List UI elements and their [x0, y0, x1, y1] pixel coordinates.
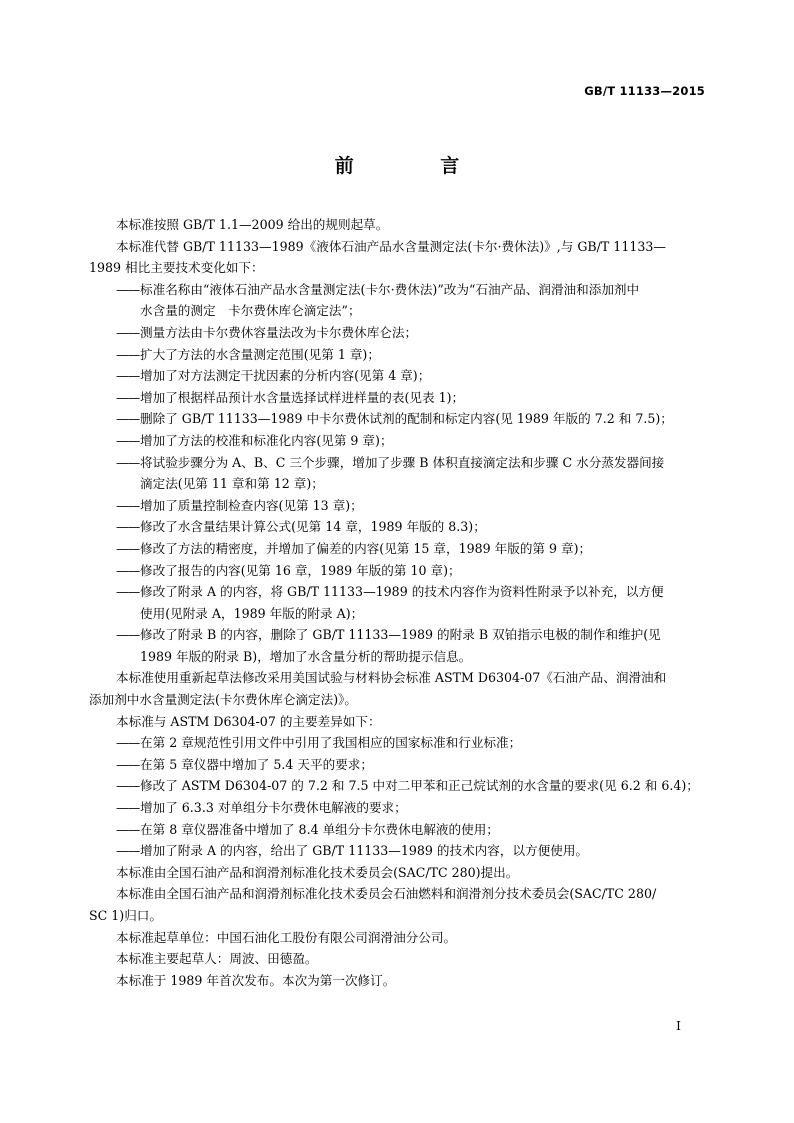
list-item-text: 修改了附录 A 的内容，将 GB/T 11133—1989 的技术内容作为资料性附录予以补充，以方便 [140, 584, 664, 600]
list-item [89, 754, 705, 776]
document-body [89, 214, 705, 991]
list-dash: —— [116, 324, 140, 340]
list-dash: —— [116, 843, 140, 859]
list-item [89, 732, 705, 754]
list-item [89, 797, 705, 819]
list-item [89, 840, 705, 862]
list-item [89, 408, 705, 430]
list-item [89, 538, 705, 560]
page-number: I [676, 1018, 681, 1033]
list-item-text: 修改了水含量结果计算公式(见第 14 章，1989 年版的 8.3)； [140, 519, 486, 535]
list-item-text: 使用(见附录 A，1989 年版的附录 A)； [140, 605, 364, 621]
paragraph-replaces-line-2: 1989 相比主要技术变化如下： [89, 260, 264, 276]
list-item [89, 495, 705, 517]
list-item-text: 修改了 ASTM D6304-07 的 7.2 和 7.5 中对二甲苯和正己烷试剂的水含量的要求(见 6.2 和 6.4)； [140, 778, 699, 794]
list-item-text: 1989 年版的附录 B)，增加了水含量分析的帮助提示信息。 [140, 648, 472, 664]
list-item-text: 增加了对方法测定干扰因素的分析内容(见第 4 章)； [140, 368, 431, 384]
page-title: 前 言 [334, 155, 500, 177]
list-item-text: 测量方法由卡尔费休容量法改为卡尔费休库仑法； [140, 324, 418, 340]
list-item-text: 修改了附录 B 的内容，删除了 GB/T 11133—1989 的附录 B 双铂指示电极的制作和维护(见 [140, 627, 661, 643]
list-item [89, 560, 705, 582]
paragraph-adoption-line-1: 本标准使用重新起草法修改采用美国试验与材料协会标准 ASTM D6304-07《石油产品、润滑油和 [116, 670, 667, 686]
list-dash: —— [116, 454, 140, 470]
paragraph-history: 本标准于 1989 年首次发布。本次为第一次修订。 [116, 972, 396, 988]
list-item [89, 344, 705, 366]
list-item-text: 在第 2 章规范性引用文件中引用了我国相应的国家标准和行业标准； [140, 735, 522, 751]
list-dash: —— [116, 432, 140, 448]
list-dash: —— [116, 800, 140, 816]
list-item-text: 删除了 GB/T 11133—1989 中卡尔费休试剂的配制和标定内容(见 1989 年版的 7.2 和 7.5)； [140, 411, 673, 427]
list-item [89, 387, 705, 409]
list-item [89, 279, 705, 322]
list-item [89, 430, 705, 452]
list-item [89, 452, 705, 495]
list-dash: —— [116, 735, 140, 751]
list-item [89, 775, 705, 797]
list-dash: —— [116, 821, 140, 837]
list-dash: —— [116, 368, 140, 384]
list-item [89, 322, 705, 344]
list-dash: —— [116, 627, 140, 643]
paragraph-replaces-line-1: 本标准代替 GB/T 11133—1989《液体石油产品水含量测定法(卡尔·费休法)》,与 GB/T 11133— [116, 238, 666, 254]
list-dash: —— [116, 389, 140, 405]
paragraph-drafting-unit: 本标准起草单位：中国石油化工股份有限公司润滑油分公司。 [116, 929, 457, 945]
list-item [89, 581, 705, 624]
list-item-text: 增加了根据样品预计水含量选择试样进样量的表(见表 1)； [140, 389, 465, 405]
list-item-text: 水含量的测定 卡尔费休库仑滴定法”； [140, 303, 361, 319]
list-item-text: 增加了方法的校准和标准化内容(见第 9 章)； [140, 432, 393, 448]
list-dash: —— [116, 756, 140, 772]
standard-code-header: GB/T 11133—2015 [584, 84, 705, 98]
paragraph-differences-intro: 本标准与 ASTM D6304-07 的主要差异如下： [116, 713, 381, 729]
list-item-text: 将试验步骤分为 A、B、C 三个步骤，增加了步骤 B 体积直接滴定法和步骤 C 水分蒸发器间接 [140, 454, 665, 470]
differences-list [89, 732, 705, 862]
list-dash: —— [116, 281, 140, 297]
list-item-text: 标准名称由“液体石油产品水含量测定法(卡尔·费休法)”改为“石油产品、润滑油和添加剂中 [140, 281, 640, 297]
list-item-text: 修改了方法的精密度，并增加了偏差的内容(见第 15 章，1989 年版的第 9 章)； [140, 540, 592, 556]
list-dash: —— [116, 519, 140, 535]
list-item-text: 增加了附录 A 的内容，给出了 GB/T 11133—1989 的技术内容，以方便使用。 [140, 843, 589, 859]
list-dash: —— [116, 778, 140, 794]
list-item-text: 增加了质量控制检查内容(见第 13 章)； [140, 497, 363, 513]
paragraph-drafters: 本标准主要起草人：周波、田德盈。 [116, 951, 318, 967]
list-item-text: 扩大了方法的水含量测定范围(见第 1 章)； [140, 346, 380, 362]
list-item-text: 修改了报告的内容(见第 16 章，1989 年版的第 10 章)； [140, 562, 461, 578]
list-dash: —— [116, 346, 140, 362]
paragraph-managed-by-line-1: 本标准由全国石油产品和润滑剂标准化技术委员会石油燃料和润滑剂分技术委员会(SAC/TC 280/ [116, 886, 657, 902]
paragraph-drafting-rules: 本标准按照 GB/T 1.1—2009 给出的规则起草。 [116, 217, 389, 232]
list-item-text: 滴定法(见第 11 章和第 12 章)； [140, 476, 324, 492]
list-dash: —— [116, 584, 140, 600]
list-item [89, 624, 705, 667]
list-dash: —— [116, 497, 140, 513]
paragraph-adoption-line-2: 添加剂中水含量测定法(卡尔费休库仑滴定法)》。 [89, 692, 357, 708]
list-item [89, 365, 705, 387]
list-dash: —— [116, 540, 140, 556]
list-item-text: 在第 8 章仪器准备中增加了 8.4 单组分卡尔费休电解液的使用； [140, 821, 499, 837]
list-dash: —— [116, 562, 140, 578]
paragraph-managed-by-line-2: SC 1)归口。 [89, 908, 162, 923]
changes-list [89, 279, 705, 668]
list-item-text: 在第 5 章仪器中增加了 5.4 天平的要求； [140, 756, 373, 772]
list-dash: —— [116, 411, 140, 427]
list-item-text: 增加了 6.3.3 对单组分卡尔费休电解液的要求； [140, 800, 407, 816]
paragraph-proposed-by: 本标准由全国石油产品和润滑剂标准化技术委员会(SAC/TC 280)提出。 [116, 864, 519, 880]
list-item [89, 516, 705, 538]
list-item [89, 819, 705, 841]
